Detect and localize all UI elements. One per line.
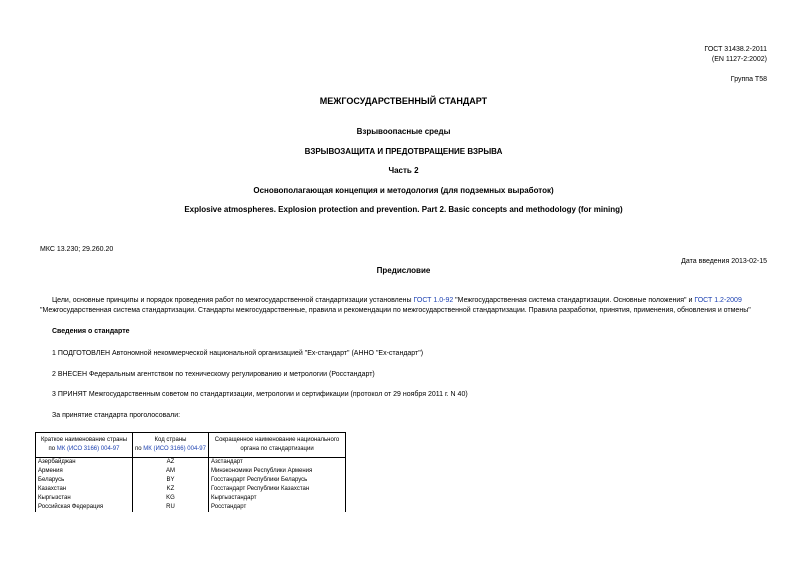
title-subtitle: Основополагающая концепция и методология (для подземных выработок) [253, 186, 554, 195]
standard-code: ГОСТ 31438.2-2011 [704, 46, 767, 53]
body-cell: Госстандарт Республики Беларусь [209, 476, 346, 485]
body-cell: Кыргызстандарт [209, 494, 346, 503]
group-label: Группа Т58 [730, 76, 767, 83]
paragraph-text: "Межгосударственная система стандартизации. Стандарты межгосударственные, правила и рекомендации по межгосударственной стандартизации. Правила разработки, принятия, применения, обновления и отмены" [40, 307, 751, 314]
code-cell: AZ [133, 458, 209, 468]
country-cell: Азербайджан [36, 458, 133, 468]
body-cell: Азстандарт [209, 458, 346, 468]
body-cell: Госстандарт Республики Казахстан [209, 485, 346, 494]
table-row [36, 485, 346, 494]
col-body-header: Сокращенное наименование национального органа по стандартизации [209, 433, 346, 458]
table-row [36, 476, 346, 485]
header-text: Краткое наименование страны [40, 437, 128, 443]
country-cell: Российская Федерация [36, 503, 133, 512]
col-country-header [36, 433, 133, 458]
table-row [36, 458, 346, 468]
code-cell: AM [133, 467, 209, 476]
en-code: (EN 1127-2:2002) [711, 56, 767, 63]
code-cell: RU [133, 503, 209, 512]
code-cell: BY [133, 476, 209, 485]
country-cell: Беларусь [36, 476, 133, 485]
title-line-2: ВЗРЫВОЗАЩИТА И ПРЕДОТВРАЩЕНИЕ ВЗРЫВА [304, 147, 503, 156]
foreword-heading: Предисловие [376, 266, 431, 275]
header-text: по [135, 446, 144, 452]
paragraph-text: "Межгосударственная система стандартизации. Основные положения" и [453, 297, 695, 304]
table-row [36, 494, 346, 503]
col-code-header [133, 433, 209, 458]
table-row [36, 503, 346, 512]
about-standard-heading: Сведения о стандарте [52, 328, 130, 335]
code-cell: KG [133, 494, 209, 503]
table-row [36, 467, 346, 476]
voting-table [35, 432, 346, 512]
body-cell: Росстандарт [209, 503, 346, 512]
title-english: Explosive atmospheres. Explosion protection and prevention. Part 2. Basic concepts and methodology (for mining) [184, 205, 623, 214]
item-prepared: 1 ПОДГОТОВЛЕН Автономной некоммерческой национальной организацией "Ех-стандарт" (АННО "Ех-стандарт") [52, 350, 424, 357]
document-kind: МЕЖГОСУДАРСТВЕННЫЙ СТАНДАРТ [319, 96, 488, 106]
country-cell: Армения [36, 467, 133, 476]
voted-label: За принятие стандарта проголосовали: [52, 412, 181, 419]
code-cell: KZ [133, 485, 209, 494]
country-cell: Кыргызстан [36, 494, 133, 503]
gost-1-0-92-link[interactable]: ГОСТ 1.0-92 [413, 297, 454, 304]
item-introduced: 2 ВНЕСЕН Федеральным агентством по техническому регулированию и метрологии (Росстандарт) [52, 371, 375, 378]
body-cell: Минэкономики Республики Армения [209, 467, 346, 476]
intro-date: Дата введения 2013-02-15 [681, 258, 767, 265]
gost-1-2-2009-link[interactable]: ГОСТ 1.2-2009 [694, 297, 742, 304]
paragraph-text: Цели, основные принципы и порядок проведения работ по межгосударственной стандартизации установлены [52, 297, 414, 304]
header-text: по [48, 446, 57, 452]
mk-iso-3166-link[interactable]: МК (ИСО 3166) 004-97 [143, 446, 206, 452]
title-line-1: Взрывоопасные среды [356, 127, 451, 136]
item-adopted: 3 ПРИНЯТ Межгосударственным советом по стандартизации, метрологии и сертификации (протокол от 29 ноября 2011 г. N 40) [52, 391, 468, 398]
mk-iso-3166-link[interactable]: МК (ИСО 3166) 004-97 [56, 446, 120, 452]
foreword-paragraph [40, 296, 768, 316]
header-text: Код страны [154, 437, 187, 443]
country-cell: Казахстан [36, 485, 133, 494]
table-header-row [36, 433, 346, 458]
title-part: Часть 2 [388, 166, 419, 175]
mks-code: МКС 13.230; 29.260.20 [40, 246, 114, 253]
